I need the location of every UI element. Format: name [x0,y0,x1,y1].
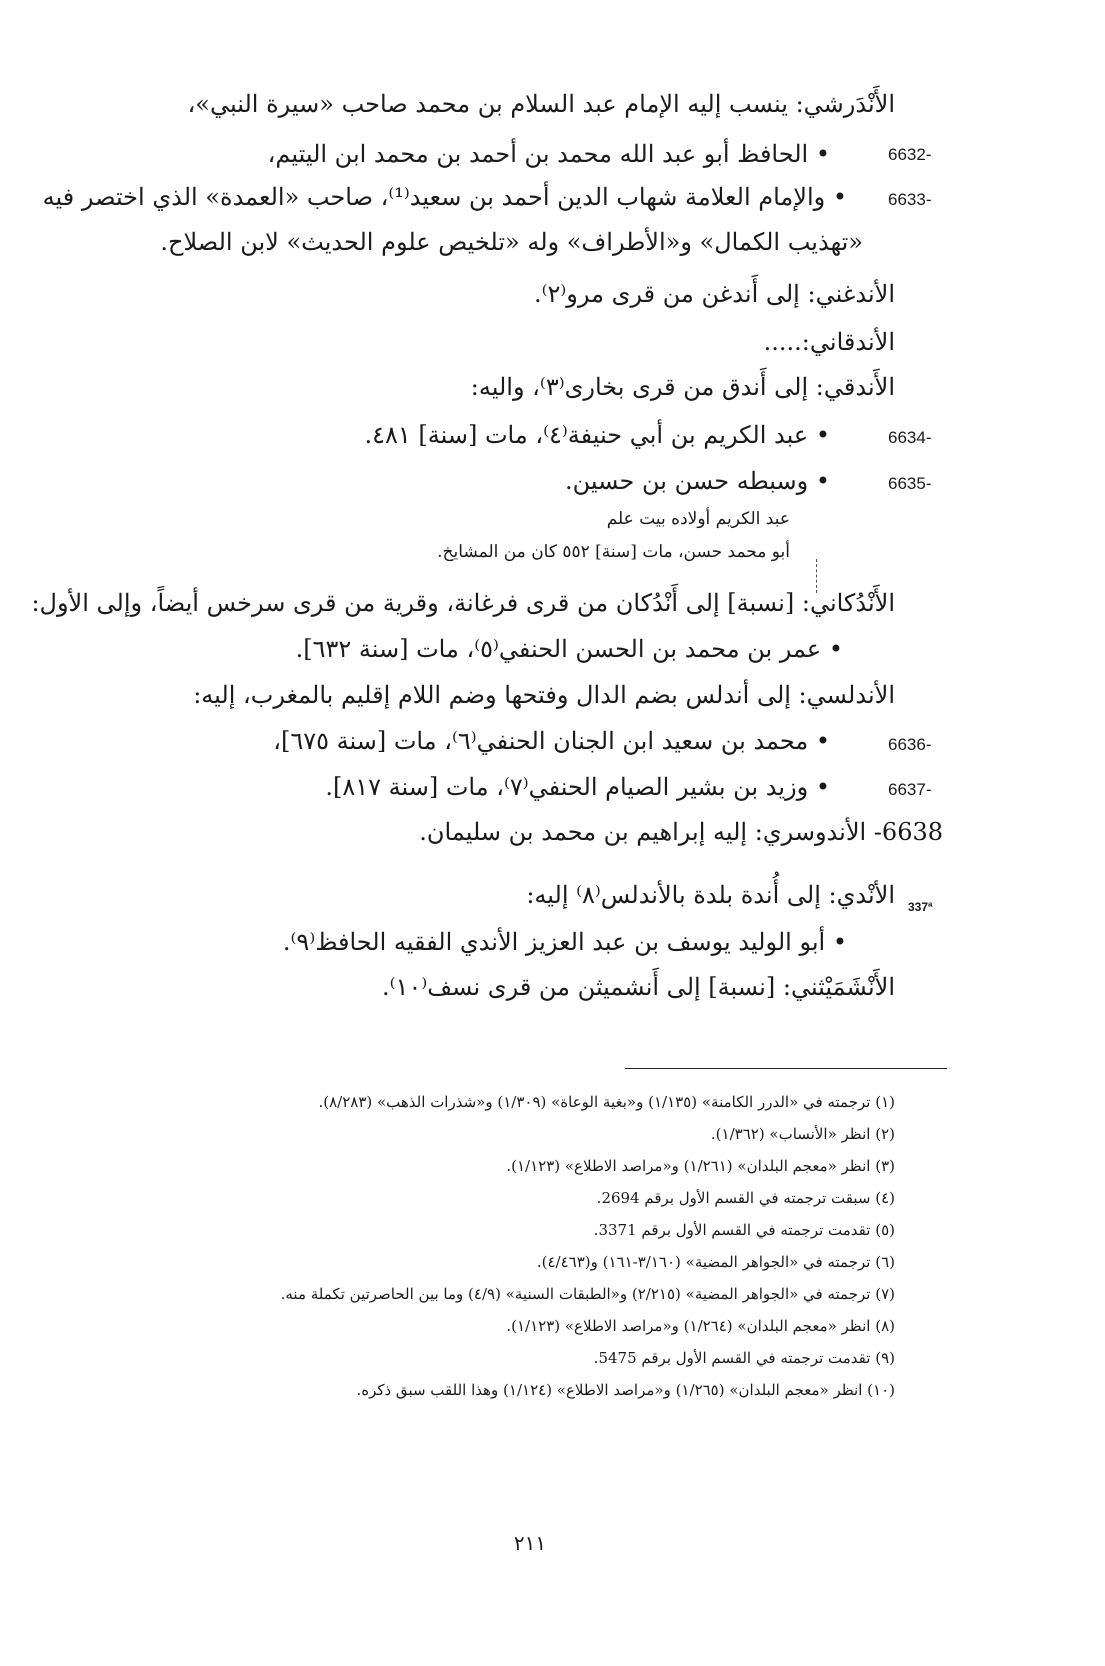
page-number: ٢١١ [513,1531,547,1555]
entry-number: 6632- [888,145,932,164]
entry-6637: • وزيد بن بشير الصيام الحنفي⁽٧⁾، مات [سنة ٨١٧]. [325,773,830,801]
genealogy-line-2: أبو محمد حسن، مات [سنة] ٥٥٢ كان من المشايخ. [437,542,790,562]
footnote-6: (٦) ترجمته في «الجواهر المضية» (٣/١٦٠-١٦١) و(٤/٤٦٣). [536,1253,895,1271]
footnote-10: (١٠) انظر «معجم البلدان» (١/٢٦٥) و«مراصد الاطلاع» (١/١٢٤) وهذا اللقب سبق ذكره. [356,1381,895,1399]
footnote-3: (٣) انظر «معجم البلدان» (١/٢٦١) و«مراصد الاطلاع» (١/١٢٣). [506,1157,895,1175]
entry-number: 6636- [888,735,932,754]
footnote-2: (٢) انظر «الأنساب» (١/٣٦٢). [710,1125,895,1143]
entry-andarshi: الأَنْدَرشي: ينسب إليه الإمام عبد السلام بن محمد صاحب «سيرة النبي»، [187,90,895,118]
entry-6632: • الحافظ أبو عبد الله محمد بن أحمد بن محمد ابن اليتيم، [267,140,830,168]
entry-number: 6633- [888,190,932,209]
entry-anshamithni: الأَنْشَمَيْثني: [نسبة] إلى أَنشميثن من قرى نسف⁽١٠⁾. [382,973,895,1001]
entry-6636: • محمد بن سعيد ابن الجنان الحنفي⁽٦⁾، مات [سنة ٦٧٥]، [273,727,830,755]
entry-6638: 6638- الأندوسري: إليه إبراهيم بن محمد بن سليمان. [419,818,943,846]
entry-andaqani: الأندقاني:..... [763,328,895,356]
entry-abulwalid: • أبو الوليد يوسف بن عبد العزيز الأندي الفقيه الحافظ⁽٩⁾. [282,928,847,956]
entry-number: 6635- [888,474,932,493]
entry-6633-line2: «تهذيب الكمال» و«الأطراف» وله «تلخيص علوم الحديث» لابن الصلاح. [160,228,863,256]
footnote-5: (٥) تقدمت ترجمته في القسم الأول برقم 3371. [593,1221,895,1239]
entry-andalusi: الأندلسي: إلى أندلس بضم الدال وفتحها وضم اللام إقليم بالمغرب، إليه: [193,681,895,709]
entry-andaqi: الأَندقي: إلى أَندق من قرى بخارى⁽٣⁾، واليه: [470,373,895,401]
entry-andi: الأنْدي: إلى أُندة بلدة بالأندلس⁽٨⁾ إليه: [526,881,895,909]
entry-6635: • وسبطه حسن بن حسين. [564,467,830,495]
manuscript-folio-marker: 337ª [908,900,933,914]
footnote-1: (١) ترجمته في «الدرر الكامنة» (١/١٣٥) و«بغية الوعاة» (١/٣٠٩) و«شذرات الذهب» (٨/٢٨٣). [318,1093,895,1111]
entry-6634: • عبد الكريم بن أبي حنيفة⁽٤⁾، مات [سنة] ٤٨١. [364,421,830,449]
entry-number: 6634- [888,428,932,447]
footnote-4: (٤) سبقت ترجمته في القسم الأول برقم 2694. [596,1189,895,1207]
entry-umar: • عمر بن محمد بن الحسن الحنفي⁽٥⁾، مات [سنة ٦٣٢]. [295,635,843,663]
footnote-9: (٩) تقدمت ترجمته في القسم الأول برقم 5475. [593,1349,895,1367]
genealogy-line-1: عبد الكريم أولاده بيت علم [606,509,790,529]
entry-andukani: الأَنْدُكاني: [نسبة] إلى أَنْدُكان من قرى فرغانة، وقرية من قرى سرخس أيضاً، وإلى الأول: [31,589,895,617]
entry-6633-line1: • والإمام العلامة شهاب الدين أحمد بن سعيد⁽¹⁾، صاحب «العمدة» الذي اختصر فيه [42,183,847,211]
entry-andaghni: الأندغني: إلى أَندغن من قرى مرو⁽٢⁾. [533,280,895,308]
entry-number: 6637- [888,780,932,799]
footnote-8: (٨) انظر «معجم البلدان» (١/٢٦٤) و«مراصد الاطلاع» (١/١٢٣). [506,1317,895,1335]
footnote-7: (٧) ترجمته في «الجواهر المضية» (٢/٢١٥) و«الطبقات السنية» (٤/٩) وما بين الحاصرتين تكملة منه. [280,1285,895,1303]
footnote-separator [625,1068,947,1069]
